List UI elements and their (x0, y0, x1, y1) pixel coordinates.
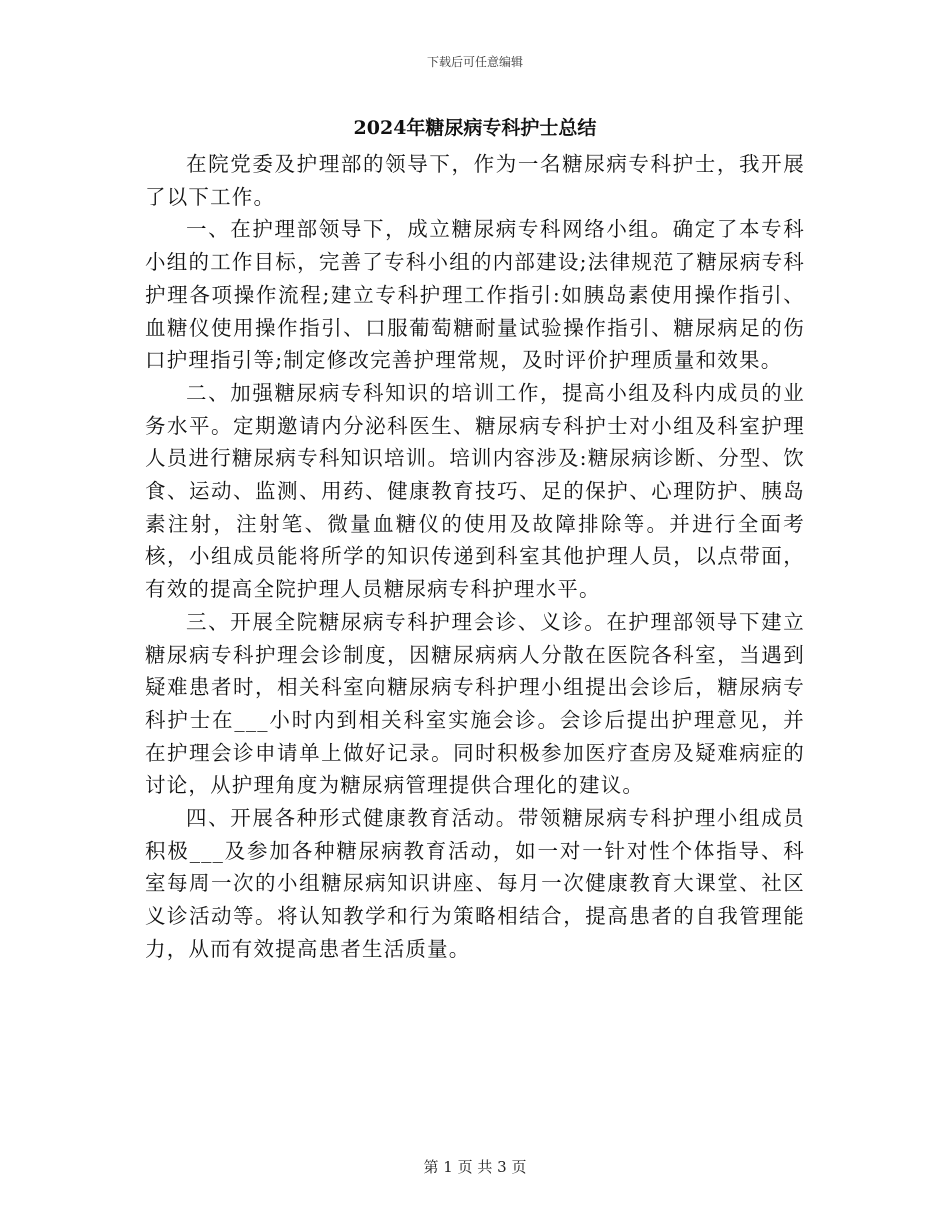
paragraph-section-2: 二、加强糖尿病专科知识的培训工作，提高小组及科内成员的业务水平。定期邀请内分泌科医生、糖尿病专科护士对小组及科室护理人员进行糖尿病专科知识培训。培训内容涉及:糖尿病诊断、分型、饮食、运动、监测、用药、健康教育技巧、足的保护、心理防护、胰岛素注射，注射笔、微量血糖仪的使用及故障排除等。并进行全面考核，小组成员能将所学的知识传递到科室其他护理人员，以点带面，有效的提高全院护理人员糖尿病专科护理水平。 (145, 380, 805, 602)
paragraph-section-3: 三、开展全院糖尿病专科护理会诊、义诊。在护理部领导下建立糖尿病专科护理会诊制度，因糖尿病病人分散在医院各科室，当遇到疑难患者时，相关科室向糖尿病专科护理小组提出会诊后，糖尿病专科护士在___小时内到相关科室实施会诊。会诊后提出护理意见，并在护理会诊申请单上做好记录。同时积极参加医疗查房及疑难病症的讨论，从护理角度为糖尿病管理提供合理化的建议。 (145, 609, 805, 798)
page-number-footer: 第 1 页 共 3 页 (423, 1158, 527, 1176)
paragraph-section-1: 一、在护理部领导下，成立糖尿病专科网络小组。确定了本专科小组的工作目标，完善了专科小组的内部建设;法律规范了糖尿病专科护理各项操作流程;建立专科护理工作指引:如胰岛素使用操作指引、血糖仪使用操作指引、口服葡萄糖耐量试验操作指引、糖尿病足的伤口护理指引等;制定修改完善护理常规，及时评价护理质量和效果。 (145, 217, 805, 373)
page-header-note: 下载后可任意编辑 (426, 55, 523, 69)
paragraph-section-4: 四、开展各种形式健康教育活动。带领糖尿病专科护理小组成员积极___及参加各种糖尿病教育活动，如一对一针对性个体指导、科室每周一次的小组糖尿病知识讲座、每月一次健康教育大课堂、社区义诊活动等。将认知教学和行为策略相结合，提高患者的自我管理能力，从而有效提高患者生活质量。 (145, 806, 805, 961)
paragraph-intro: 在院党委及护理部的领导下，作为一名糖尿病专科护士，我开展了以下工作。 (145, 152, 805, 209)
document-body (145, 148, 805, 966)
document-title: 2024年糖尿病专科护士总结 (353, 117, 597, 139)
